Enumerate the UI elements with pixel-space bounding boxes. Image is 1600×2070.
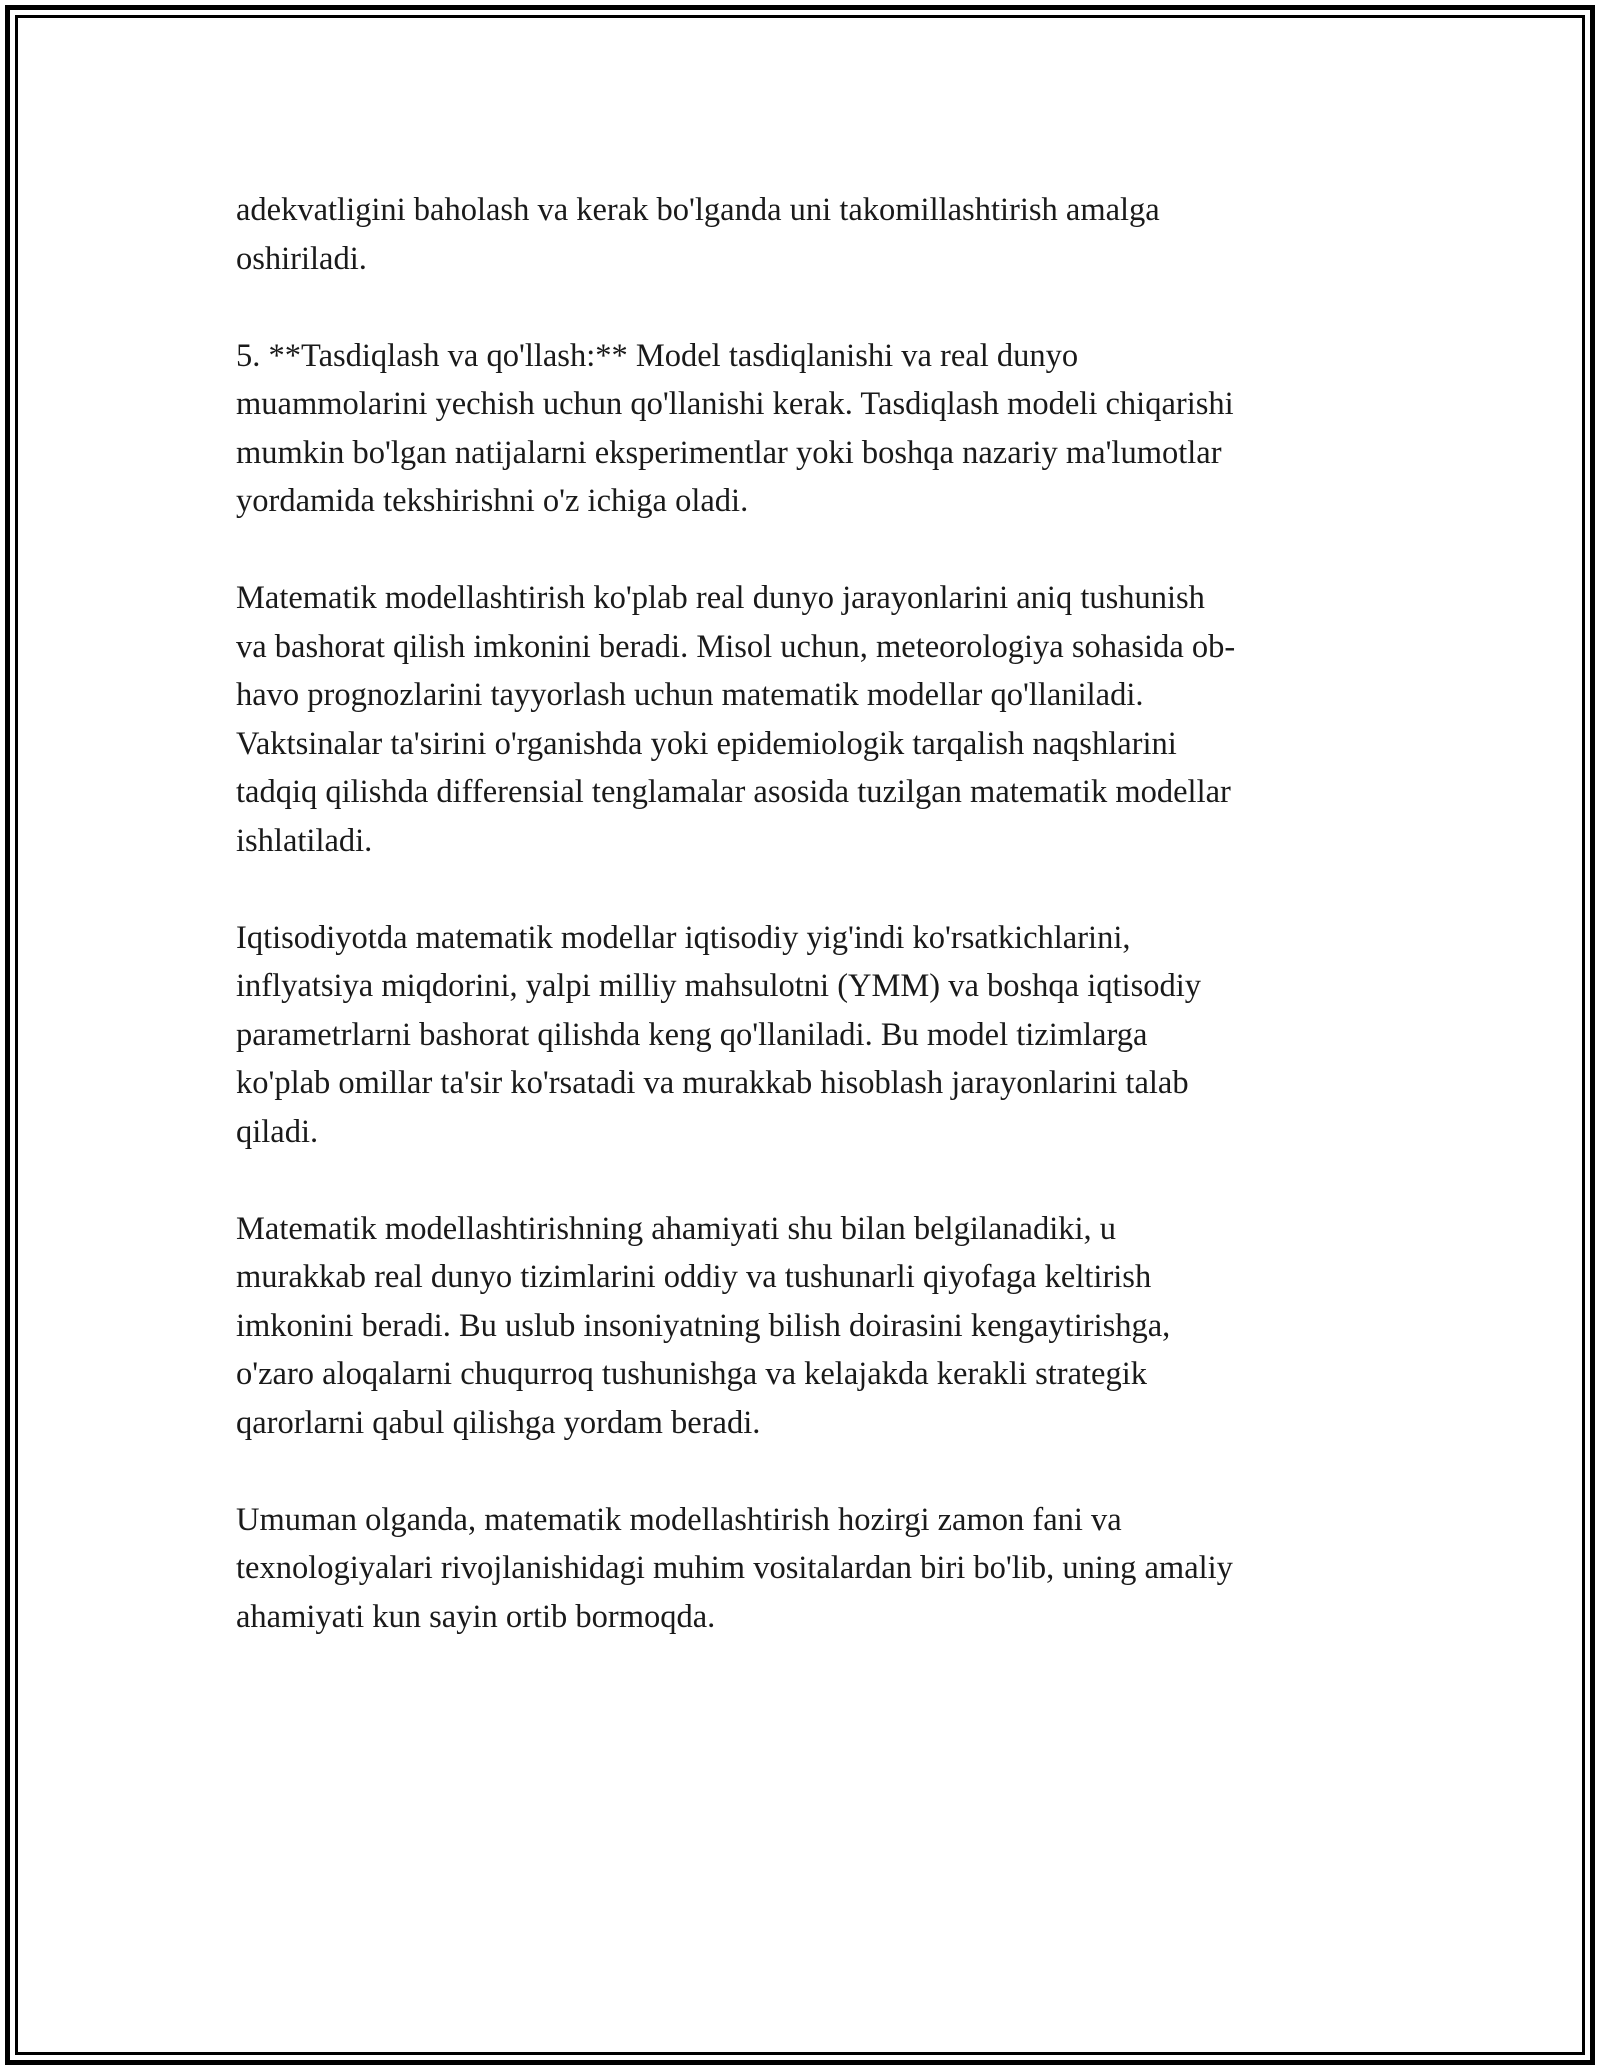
text-line: havo prognozlarini tayyorlash uchun matematik modellar qo'llaniladi. bbox=[236, 677, 1144, 713]
text-line: ahamiyati kun sayin ortib bormoqda. bbox=[236, 1598, 716, 1635]
paragraph-real-world-processes bbox=[236, 574, 1386, 865]
text-line: va bashorat qilish imkonini beradi. Misol uchun, meteorologiya sohasida ob- bbox=[236, 628, 1236, 665]
text-line: qarorlarni qabul qilishga yordam beradi. bbox=[236, 1404, 761, 1441]
paragraph-validation-step bbox=[236, 332, 1386, 526]
text-line: mumkin bo'lgan natijalarni eksperimentlar yoki boshqa nazariy ma'lumotlar bbox=[236, 434, 1222, 471]
paragraph-economics bbox=[236, 914, 1386, 1157]
text-line: yordamida tekshirishni o'z ichiga oladi. bbox=[236, 483, 749, 519]
text-line: ishlatiladi. bbox=[236, 822, 373, 859]
paragraph-model-refinement bbox=[236, 186, 1386, 283]
text-line: Vaktsinalar ta'sirini o'rganishda yoki epidemiologik tarqalish naqshlarini bbox=[236, 725, 1177, 762]
text-line: qiladi. bbox=[236, 1113, 319, 1150]
text-line: Iqtisodiyotda matematik modellar iqtisodiy yig'indi ko'rsatkichlarini, bbox=[236, 919, 1131, 956]
text-line: Matematik modellashtirishning ahamiyati shu bilan belgilanadiki, u bbox=[236, 1210, 1117, 1247]
text-line: adekvatligini baholash va kerak bo'lganda uni takomillashtirish amalga bbox=[236, 192, 1160, 228]
document-body bbox=[236, 186, 1386, 1690]
text-line: oshiriladi. bbox=[236, 240, 367, 277]
text-line: Matematik modellashtirish ko'plab real dunyo jarayonlarini aniq tushunish bbox=[236, 580, 1205, 616]
text-line: Umuman olganda, matematik modellashtirish hozirgi zamon fani va bbox=[236, 1501, 1122, 1538]
text-line: inflyatsiya miqdorini, yalpi milliy mahsulotni (YMM) va boshqa iqtisodiy bbox=[236, 968, 1202, 1004]
text-line: o'zaro aloqalarni chuqurroq tushunishga va kelajakda kerakli strategik bbox=[236, 1356, 1148, 1392]
text-line: 5. **Tasdiqlash va qo'llash:** Model tasdiqlanishi va real dunyo bbox=[236, 337, 1079, 374]
text-line: texnologiyalari rivojlanishidagi muhim vositalardan biri bo'lib, uning amaliy bbox=[236, 1550, 1233, 1586]
paragraph-importance bbox=[236, 1205, 1386, 1448]
text-line: murakkab real dunyo tizimlarini oddiy va tushunarli qiyofaga keltirish bbox=[236, 1259, 1152, 1295]
text-line: imkonini beradi. Bu uslub insoniyatning bilish doirasini kengaytirishga, bbox=[236, 1307, 1171, 1344]
text-line: tadqiq qilishda differensial tenglamalar asosida tuzilgan matematik modellar bbox=[236, 774, 1231, 810]
text-line: ko'plab omillar ta'sir ko'rsatadi va murakkab hisoblash jarayonlarini talab bbox=[236, 1065, 1189, 1101]
text-line: parametrlarni bashorat qilishda keng qo'llaniladi. Bu model tizimlarga bbox=[236, 1016, 1148, 1053]
paragraph-conclusion bbox=[236, 1496, 1386, 1642]
text-line: muammolarini yechish uchun qo'llanishi kerak. Tasdiqlash modeli chiqarishi bbox=[236, 386, 1234, 422]
